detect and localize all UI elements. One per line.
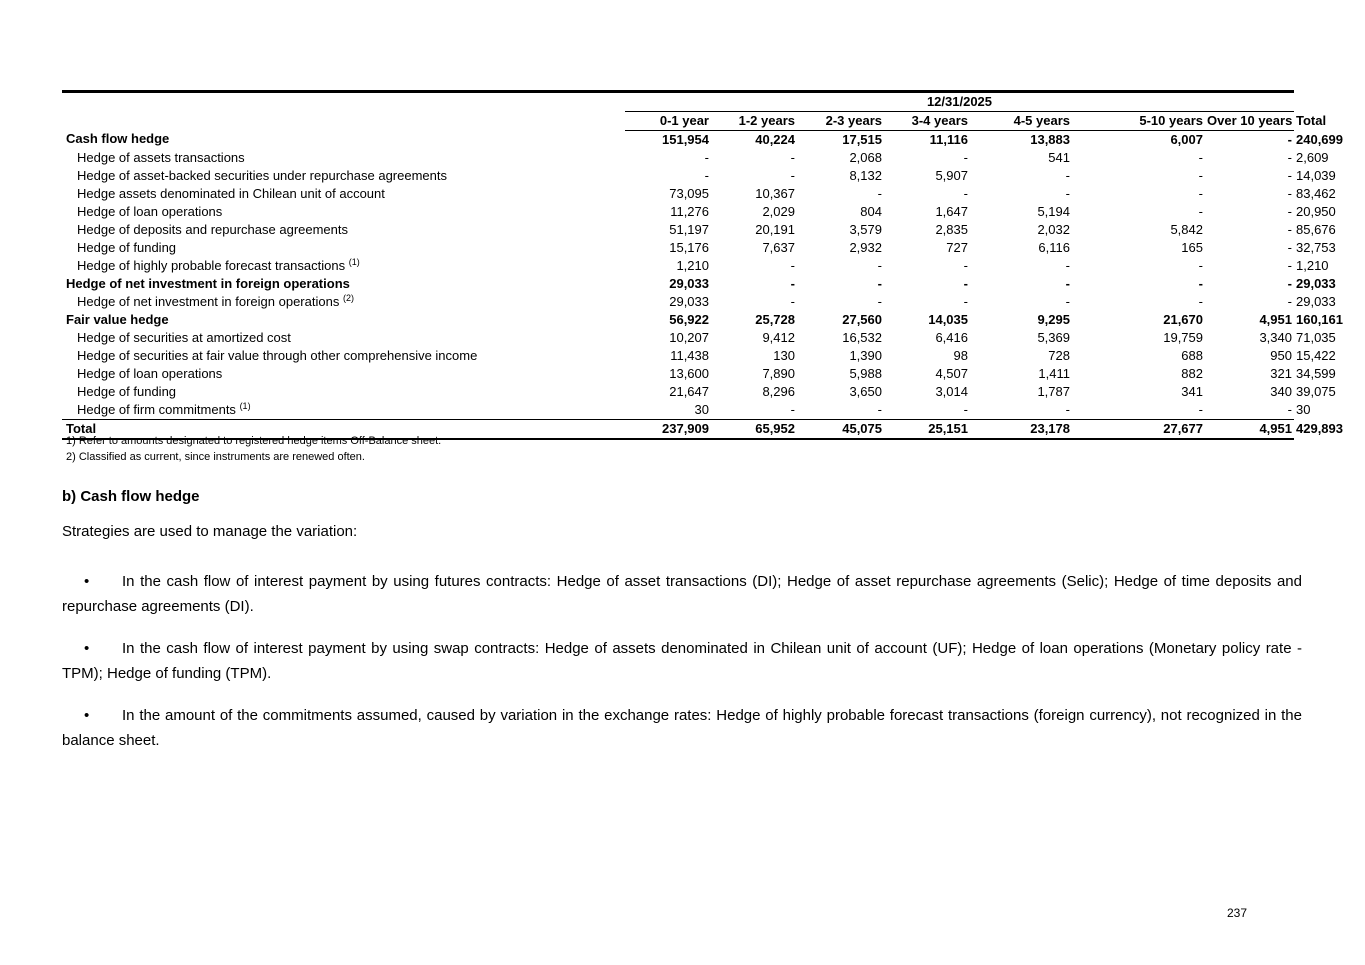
table-row: Hedge of loan operations 13,600 7,890 5,988 4,507 1,411 882 321 34,599	[62, 365, 1294, 383]
row-label-text: Hedge of loan operations	[77, 203, 223, 219]
spacer-cell	[539, 293, 625, 311]
spacer-cell	[539, 257, 625, 275]
value-cell: 950	[1270, 347, 1292, 363]
value-cell: 341	[1181, 383, 1203, 399]
column-header: 3-4 years	[884, 111, 970, 130]
value-cell: -	[704, 167, 709, 183]
row-label	[62, 311, 539, 329]
value-cell: 237,909	[625, 419, 711, 439]
spacer-cell	[539, 365, 625, 383]
value-cell: -	[1065, 257, 1070, 273]
value-cell: 3,340	[1259, 329, 1292, 345]
row-label	[62, 329, 539, 347]
column-header: 2-3 years	[797, 111, 884, 130]
value-cell: 14,035	[928, 311, 968, 327]
value-cell: -	[963, 185, 968, 201]
value-cell: 321	[1270, 365, 1292, 381]
value-cell: -	[790, 401, 795, 417]
value-cell: 13,600	[669, 365, 709, 381]
row-label-text: Cash flow hedge	[66, 131, 170, 147]
value-cell: 40,224	[755, 131, 795, 147]
value-cell: 3,579	[849, 221, 882, 237]
column-header: Over 10 years	[1205, 111, 1294, 130]
row-label-text: Hedge of net investment in foreign operations	[77, 293, 340, 309]
value-cell: 2,032	[1037, 221, 1070, 237]
table-row: Hedge of funding 21,647 8,296 3,650 3,014 1,787 341 340 39,075	[62, 383, 1294, 401]
value-cell: 16,532	[842, 329, 882, 345]
row-label-text: Hedge of highly probable forecast transactions	[77, 257, 346, 273]
value-cell: -	[1198, 257, 1203, 273]
value-cell: 65,952	[711, 419, 797, 439]
spacer-cell	[539, 383, 625, 401]
value-cell: 8,296	[762, 383, 795, 399]
row-label	[62, 257, 539, 275]
value-cell: 5,369	[1037, 329, 1070, 345]
value-cell: -	[1287, 257, 1292, 273]
value-cell: -	[1287, 221, 1292, 237]
value-cell: -	[790, 149, 795, 165]
value-cell: 21,647	[669, 383, 709, 399]
value-cell: -	[1065, 185, 1070, 201]
column-header: 5-10 years	[1072, 111, 1205, 130]
row-label	[62, 130, 539, 149]
spacer-cell	[539, 149, 625, 167]
table-row: Hedge of deposits and repurchase agreements 51,197 20,191 3,579 2,835 2,032 5,842 - 85,676	[62, 221, 1294, 239]
value-cell: 804	[860, 203, 882, 219]
value-cell: 2,835	[935, 221, 968, 237]
value-cell: -	[1287, 185, 1292, 201]
footnote-ref: (2)	[342, 292, 354, 303]
value-cell: 151,954	[662, 131, 709, 147]
value-cell: -	[963, 275, 968, 291]
table-row: Hedge of net investment in foreign operations 29,033 - - - - - - 29,033	[62, 275, 1294, 293]
value-cell: -	[1198, 203, 1203, 219]
row-label-text: Hedge of deposits and repurchase agreements	[77, 221, 349, 237]
value-cell: -	[1065, 167, 1070, 183]
value-cell: 2,029	[762, 203, 795, 219]
value-cell: -	[704, 149, 709, 165]
value-cell: 3,650	[849, 383, 882, 399]
row-label-text: Fair value hedge	[66, 311, 169, 327]
value-cell: 23,178	[970, 419, 1072, 439]
value-cell: 27,560	[842, 311, 882, 327]
value-cell: -	[790, 167, 795, 183]
table-row: Hedge of assets transactions - - 2,068 - 541 - - 2,609	[62, 149, 1294, 167]
spacer-cell	[539, 239, 625, 257]
bullet-list	[62, 570, 1302, 771]
footnote-2: 2) Classified as current, since instruments are renewed often.	[66, 451, 365, 463]
spacer-cell	[539, 419, 625, 439]
value-cell: -	[963, 401, 968, 417]
row-label-text: Hedge of loan operations	[77, 365, 223, 381]
row-label-text: Hedge of asset-backed securities under repurchase agreements	[77, 167, 447, 183]
table-row: Hedge of net investment in foreign operations $^{(2)}$ 29,033 - - - - - - 29,033	[62, 293, 1294, 311]
value-cell: 5,842	[1170, 221, 1203, 237]
value-cell: 7,890	[762, 365, 795, 381]
table-row: Hedge of highly probable forecast transactions $^{(1)}$ 1,210 - - - - - - 1,210	[62, 257, 1294, 275]
value-cell: 2,932	[849, 239, 882, 255]
value-cell: 56,922	[669, 311, 709, 327]
column-header: 4-5 years	[970, 111, 1072, 130]
table-row: Cash flow hedge 151,954 40,224 17,515 11,116 13,883 6,007 - 240,699	[62, 130, 1294, 149]
page-number: 237	[1227, 906, 1248, 920]
value-cell: 340	[1270, 383, 1292, 399]
spacer-cell	[539, 221, 625, 239]
row-label	[62, 149, 539, 167]
value-cell: -	[1198, 275, 1203, 291]
value-cell: -	[1198, 401, 1203, 417]
value-cell: 4,951	[1205, 419, 1294, 439]
date-header-row	[62, 92, 1294, 112]
row-label-text: Hedge of securities at fair value through other comprehensive income	[77, 347, 478, 363]
footnote-ref: (1)	[348, 256, 360, 267]
value-cell: 19,759	[1163, 329, 1203, 345]
table-row: Hedge of funding 15,176 7,637 2,932 727 6,116 165 - 32,753	[62, 239, 1294, 257]
bullet-dot: •	[84, 707, 90, 724]
value-cell: 1,210	[676, 257, 709, 273]
value-cell: 9,295	[1037, 311, 1070, 327]
table-body	[62, 130, 1343, 439]
hedge-maturity-table-container	[62, 90, 1343, 440]
value-cell: 5,194	[1037, 203, 1070, 219]
row-label-text: Hedge of securities at amortized cost	[77, 329, 291, 345]
spacer-cell	[539, 347, 625, 365]
spacer-cell	[539, 130, 625, 149]
value-cell: 51,197	[669, 221, 709, 237]
value-cell: -	[790, 275, 795, 291]
value-cell: 11,116	[929, 131, 968, 147]
spacer-cell	[539, 185, 625, 203]
value-cell: -	[963, 293, 968, 309]
value-cell: -	[877, 275, 882, 291]
section-title: b) Cash flow hedge	[62, 488, 200, 505]
value-cell: -	[877, 401, 882, 417]
table-row: Hedge assets denominated in Chilean unit of account 73,095 10,367 - - - - - 83,462	[62, 185, 1294, 203]
value-cell: -	[1198, 167, 1203, 183]
value-cell: 728	[1048, 347, 1070, 363]
spacer-cell	[539, 92, 625, 112]
table-row: Hedge of loan operations 11,276 2,029 804 1,647 5,194 - - 20,950	[62, 203, 1294, 221]
value-cell: -	[877, 185, 882, 201]
value-cell: -	[1287, 275, 1292, 291]
row-label-text: Total	[66, 420, 97, 436]
value-cell: 1,390	[849, 347, 882, 363]
value-cell: 29,033	[669, 293, 709, 309]
value-cell: 4,951	[1259, 311, 1292, 327]
value-cell: 727	[946, 239, 968, 255]
value-cell: -	[1065, 293, 1070, 309]
intro-text: Strategies are used to manage the variation:	[62, 523, 358, 540]
value-cell: -	[877, 257, 882, 273]
bullet-item	[62, 704, 1302, 753]
table-row: Hedge of securities at amortized cost 10,207 9,412 16,532 6,416 5,369 19,759 3,340 71,035	[62, 329, 1294, 347]
spacer-cell	[539, 167, 625, 185]
value-cell: -	[1287, 149, 1292, 165]
value-cell: 1,787	[1037, 383, 1070, 399]
table-row: Hedge of asset-backed securities under repurchase agreements - - 8,132 5,907 - - - 14,039	[62, 167, 1294, 185]
value-cell: 541	[1048, 149, 1070, 165]
value-cell: 9,412	[762, 329, 795, 345]
value-cell: 882	[1181, 365, 1203, 381]
value-cell: 3,014	[935, 383, 968, 399]
row-label	[62, 185, 539, 203]
spacer-cell	[539, 401, 625, 420]
row-label-text: Hedge of assets transactions	[77, 149, 245, 165]
value-cell: 1,411	[1038, 365, 1070, 381]
value-cell: 2,068	[849, 149, 882, 165]
value-cell: 29,033	[669, 275, 709, 291]
value-cell: 98	[953, 347, 968, 363]
value-cell: -	[1287, 239, 1292, 255]
row-label	[62, 221, 539, 239]
value-cell: 21,670	[1163, 311, 1203, 327]
value-cell: -	[1198, 293, 1203, 309]
row-label-text: Hedge of firm commitments	[77, 401, 236, 417]
value-cell: 6,007	[1170, 131, 1203, 147]
value-cell: 6,416	[935, 329, 968, 345]
value-cell: 17,515	[842, 131, 882, 147]
value-cell: 11,438	[670, 347, 709, 363]
footnotes	[66, 433, 441, 465]
row-label	[62, 365, 539, 383]
table-row: Hedge of firm commitments $^{(1)}$ 30 - - - - - - 30	[62, 401, 1294, 420]
value-cell: 45,075	[797, 419, 884, 439]
value-cell: -	[1287, 401, 1292, 417]
value-cell: -	[790, 293, 795, 309]
value-cell: -	[1287, 203, 1292, 219]
date-header: 12/31/2025	[625, 92, 1294, 112]
value-cell: 130	[773, 347, 795, 363]
value-cell: -	[1287, 167, 1292, 183]
spacer-cell	[539, 329, 625, 347]
value-cell: 13,883	[1030, 131, 1070, 147]
column-header-row: 0-1 year 1-2 years 2-3 years 3-4 years 4-5 years 5-10 years Over 10 years Total	[62, 111, 1294, 130]
table-row: Hedge of securities at fair value through other comprehensive income 11,438 130 1,390 98 728 688 950 15,422	[62, 347, 1294, 365]
bullet-item	[62, 637, 1302, 686]
spacer-cell	[539, 111, 625, 130]
value-cell: 20,191	[755, 221, 795, 237]
value-cell: 30	[694, 401, 709, 417]
row-label	[62, 401, 539, 420]
row-label-text: Hedge assets denominated in Chilean unit of account	[77, 185, 385, 201]
row-label	[62, 347, 539, 365]
row-label	[62, 275, 539, 293]
row-label-text: Hedge of funding	[77, 383, 177, 399]
spacer-cell	[539, 311, 625, 329]
spacer-cell	[539, 203, 625, 221]
value-cell: 7,637	[762, 239, 795, 255]
value-cell: 4,507	[935, 365, 968, 381]
bullet-text: In the amount of the commitments assumed, caused by variation in the exchange rates: Hedge of highly probable forecast transactions (foreign currency), not recognized in the balance sheet.	[62, 707, 1302, 749]
value-cell: -	[1065, 401, 1070, 417]
value-cell: -	[1287, 293, 1292, 309]
bullet-item	[62, 570, 1302, 619]
spacer-cell	[539, 275, 625, 293]
row-label	[62, 293, 539, 311]
value-cell: -	[1198, 185, 1203, 201]
value-cell: 688	[1181, 347, 1203, 363]
bullet-text: In the cash flow of interest payment by using swap contracts: Hedge of assets denominated in Chilean unit of account (UF); Hedge of loan operations (Monetary policy rate - TPM); Hedge of funding (TPM).	[62, 640, 1302, 682]
row-label	[62, 203, 539, 221]
value-cell: -	[963, 149, 968, 165]
column-header: 0-1 year	[625, 111, 711, 130]
value-cell: -	[963, 257, 968, 273]
value-cell: 5,988	[849, 365, 882, 381]
value-cell: 5,907	[935, 167, 968, 183]
bullet-dot: •	[84, 640, 90, 657]
value-cell: 25,151	[884, 419, 970, 439]
value-cell: 8,132	[849, 167, 882, 183]
value-cell: 165	[1181, 239, 1203, 255]
value-cell: 73,095	[669, 185, 709, 201]
total-row: Total 237,909 65,952 45,075 25,151 23,178 27,677 4,951 429,893	[62, 419, 1294, 439]
value-cell: -	[1198, 149, 1203, 165]
column-header: 1-2 years	[711, 111, 797, 130]
footnote-ref: (1)	[239, 400, 251, 411]
footnote-1: 1) Refer to amounts designated to registered hedge items Off-Balance sheet.	[66, 435, 442, 447]
value-cell: 6,116	[1038, 239, 1070, 255]
table-row: Fair value hedge 56,922 25,728 27,560 14,035 9,295 21,670 4,951 160,161	[62, 311, 1294, 329]
value-cell: 1,647	[935, 203, 968, 219]
row-label	[62, 239, 539, 257]
row-label-text: Hedge of funding	[77, 239, 177, 255]
row-label	[62, 167, 539, 185]
value-cell: 10,367	[755, 185, 795, 201]
value-cell: -	[877, 293, 882, 309]
value-cell: 10,207	[669, 329, 709, 345]
row-label-text: Hedge of net investment in foreign operations	[66, 275, 350, 291]
value-cell: 25,728	[755, 311, 795, 327]
value-cell: 27,677	[1072, 419, 1205, 439]
value-cell: -	[1287, 131, 1292, 147]
bullet-dot: •	[84, 573, 90, 590]
value-cell: 15,176	[669, 239, 709, 255]
row-label	[62, 383, 539, 401]
bullet-text: In the cash flow of interest payment by using futures contracts: Hedge of asset transactions (DI); Hedge of asset repurchase agreements (Selic); Hedge of time deposits and repurchase agreements (DI).	[62, 573, 1302, 615]
hedge-maturity-table	[62, 90, 1343, 440]
value-cell: 11,276	[670, 203, 709, 219]
value-cell: -	[1065, 275, 1070, 291]
value-cell: -	[790, 257, 795, 273]
